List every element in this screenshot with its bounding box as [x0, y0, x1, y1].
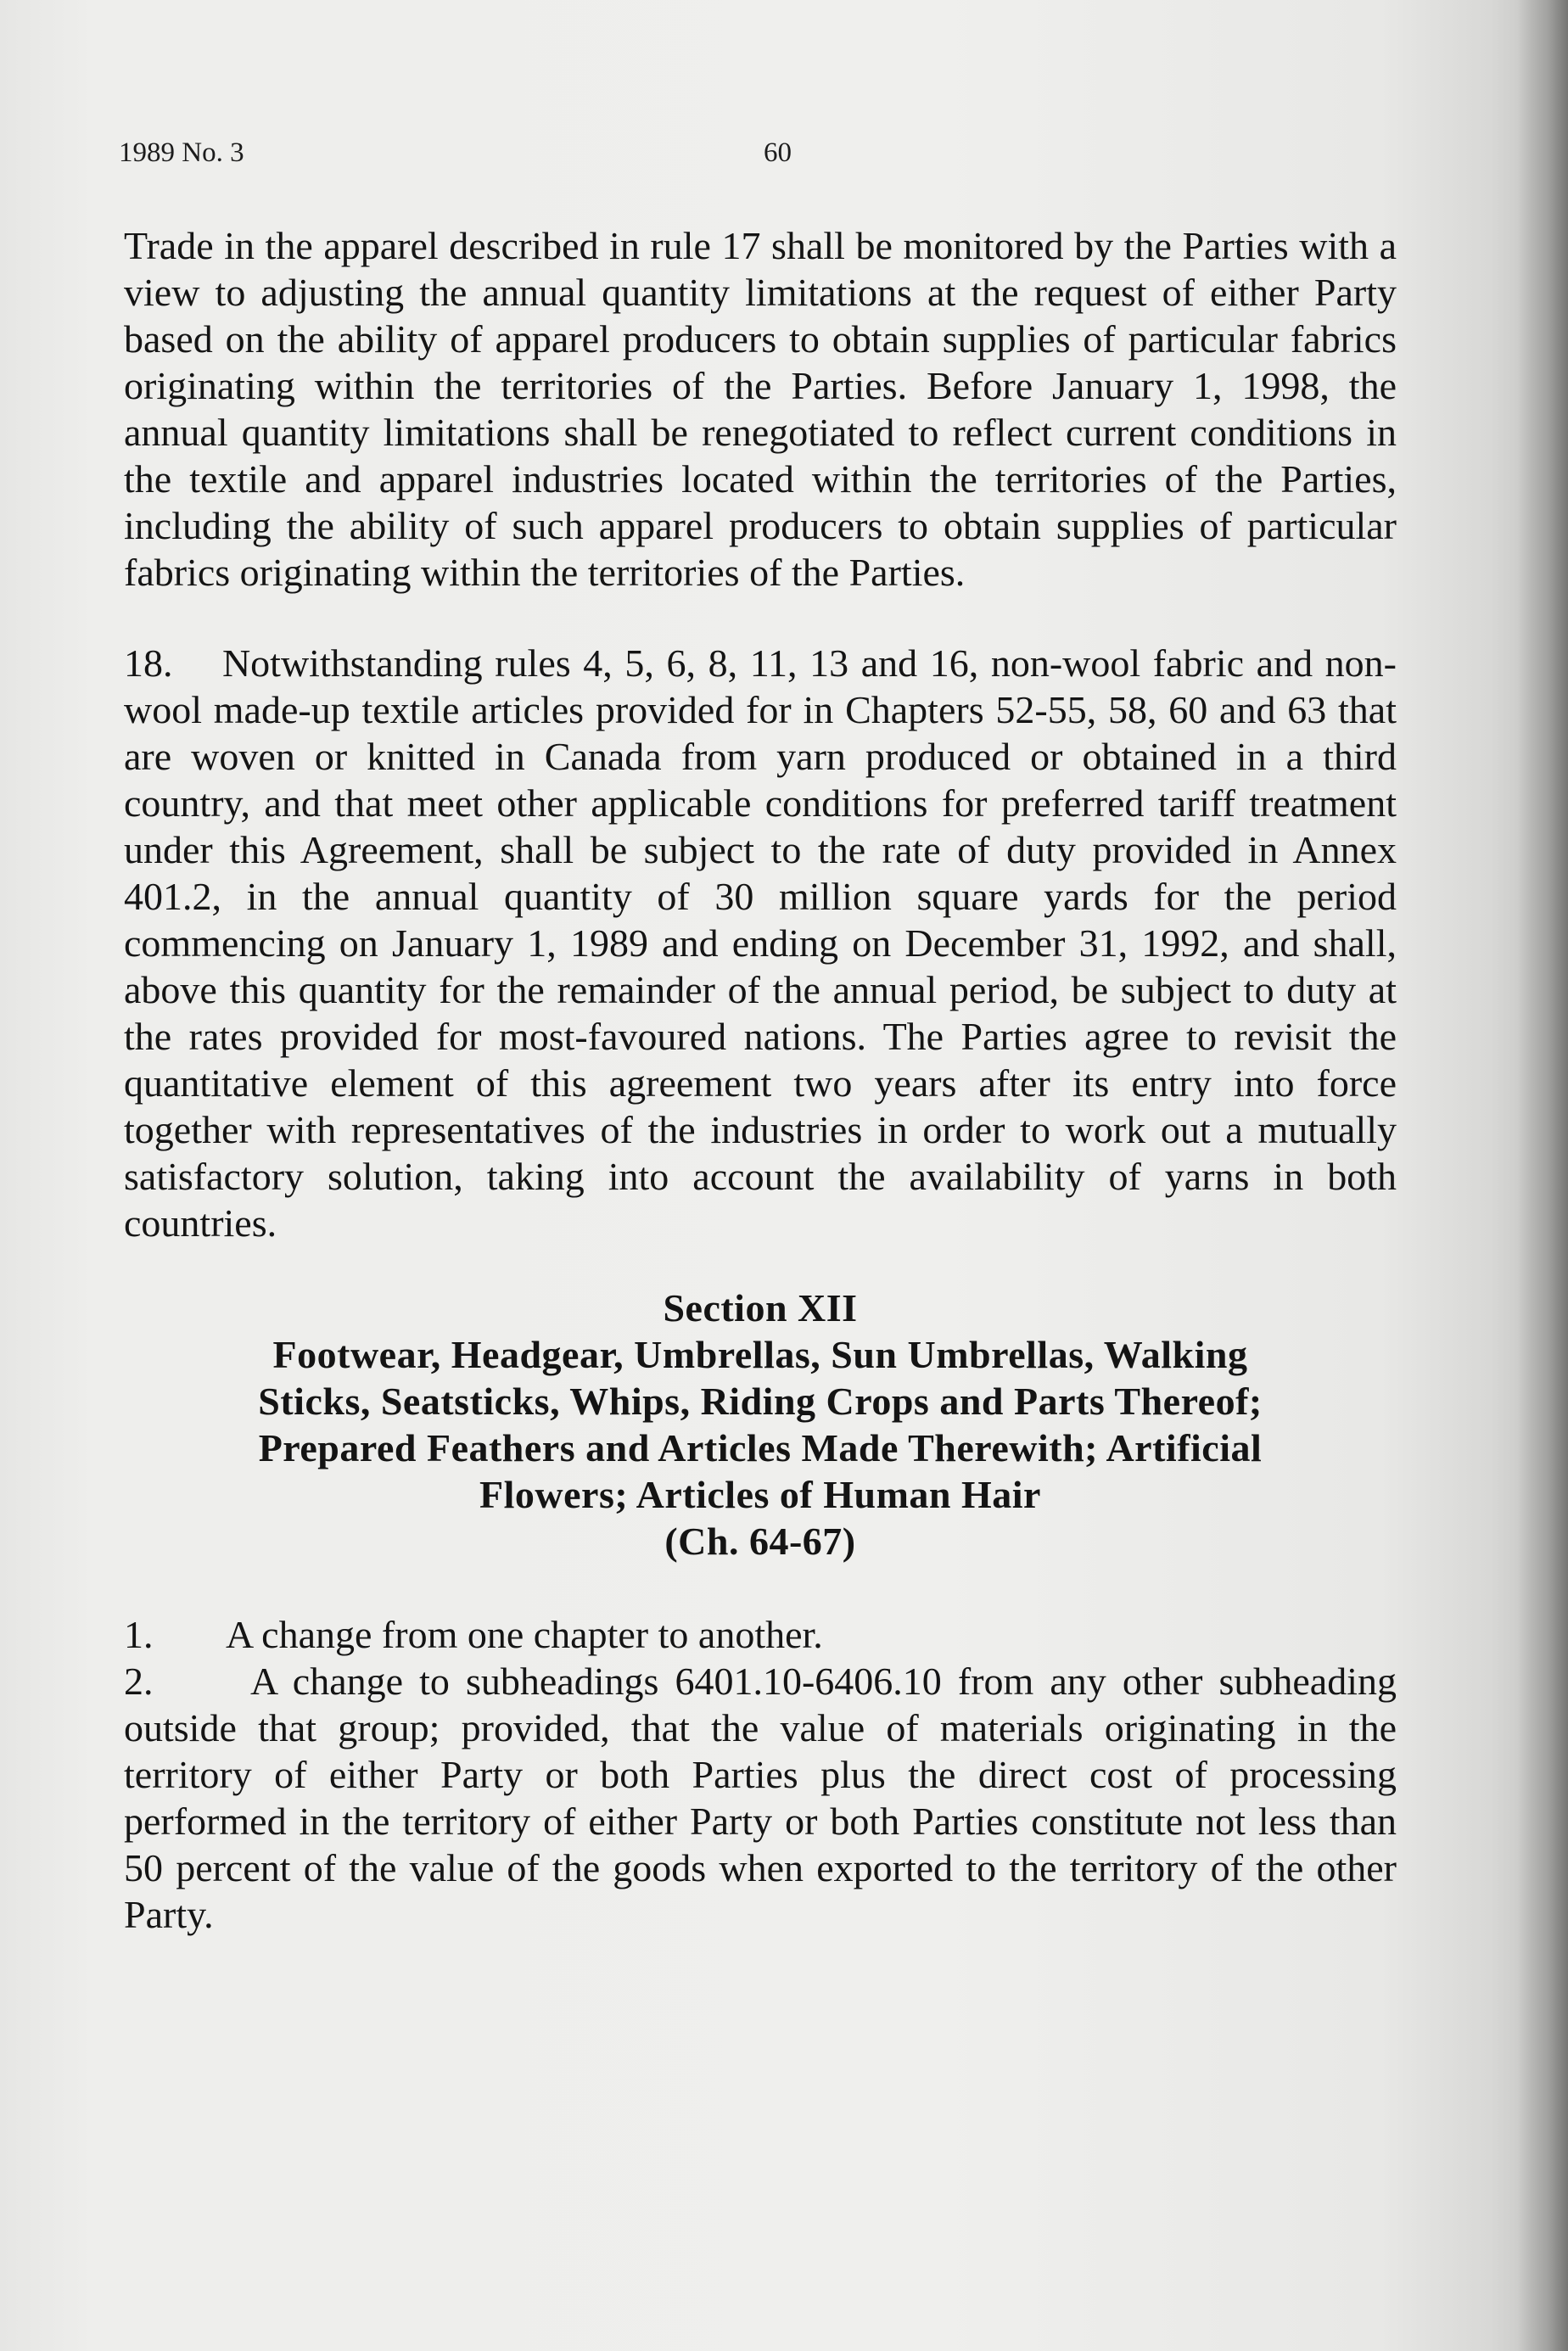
rule-1-number: 1.: [124, 1613, 154, 1656]
section-heading: Section XII: [663, 1286, 858, 1329]
rule-2-text: A change to subheadings 6401.10-6406.10 from any other subheading outside that group; provided, that the value of materials originating in the territory of either Party or both Parties plus the direct cost of processing performed in the territory of either Party or both Parties constitute not less than 50 percent of the value of the goods when exported to the territory of the other Party.: [124, 1660, 1397, 1936]
section-title-line-1: Footwear, Headgear, Umbrellas, Sun Umbrellas, Walking: [272, 1333, 1248, 1376]
citation: 1989 No. 3: [119, 137, 244, 168]
section-title-line-3: Prepared Feathers and Articles Made Therewith; Artificial: [258, 1426, 1263, 1469]
rule-18-number: 18.: [124, 641, 173, 685]
paragraph-rule-2: [124, 1658, 1397, 1938]
paragraph-rule-17-continued: Trade in the apparel described in rule 17 shall be monitored by the Parties with a view to adjusting the annual quantity limitations at the request of either Party based on the ability of apparel producers to obtain supplies of particular fabrics originating within the territories of the Parties. Before January 1, 1998, the annual quantity limitations shall be renegotiated to reflect current conditions in the textile and apparel industries located within the territories of the Parties, including the ability of such apparel producers to obtain supplies of particular fabrics originating within the territories of the Parties.: [124, 224, 1397, 594]
section-title-line-2: Sticks, Seatsticks, Whips, Riding Crops and Parts Thereof;: [258, 1380, 1263, 1423]
page-header: [119, 137, 1392, 171]
rule-2-number: 2.: [124, 1660, 154, 1703]
book-spine-shadow: [1517, 0, 1568, 2351]
rule-18-text: Notwithstanding rules 4, 5, 6, 8, 11, 13 and 16, non-wool fabric and non-wool made-up textile articles provided for in Chapters 52-55, 58, 60 and 63 that are woven or knitted in Canada from yarn produced or obtained in a third country, and that meet other applicable conditions for preferred tariff treatment under this Agreement, shall be subject to the rate of duty provided in Annex 401.2, in the annual quantity of 30 million square yards for the period commencing on January 1, 1989 and ending on December 31, 1992, and shall, above this quantity for the remainder of the annual period, be subject to duty at the rates provided for most-favoured nations. The Parties agree to revisit the quantitative element of this agreement two years after its entry into force together with representatives of the industries in order to work out a mutually satisfactory solution, taking into account the availability of yarns in both countries.: [124, 641, 1397, 1245]
paragraph-rule-1: [124, 1611, 1397, 1658]
section-chapters: (Ch. 64-67): [664, 1520, 856, 1563]
paragraph-rule-18: [124, 640, 1397, 1246]
section-title-line-4: Flowers; Articles of Human Hair: [479, 1473, 1041, 1516]
rule-1-text: A change from one chapter to another.: [226, 1613, 823, 1656]
page-content: [124, 222, 1397, 1938]
page-number: 60: [764, 137, 792, 168]
